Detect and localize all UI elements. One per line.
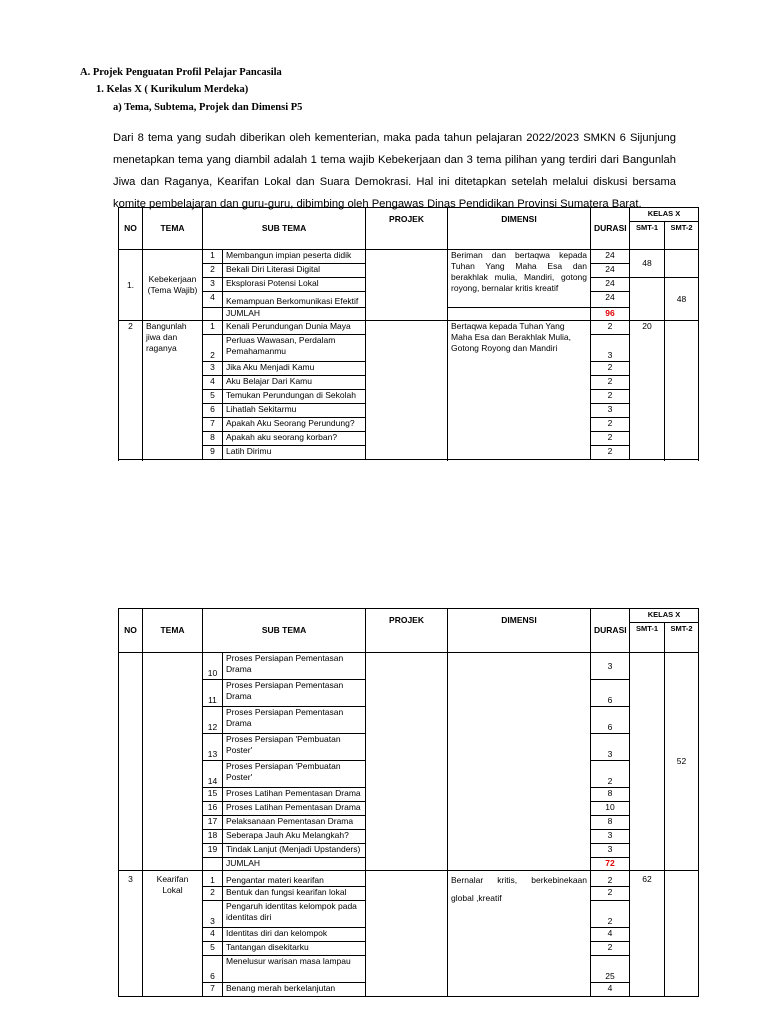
header-dimensi: DIMENSI bbox=[448, 208, 591, 250]
durasi: 2 bbox=[591, 418, 630, 432]
header-tema: TEMA bbox=[143, 208, 203, 250]
subtema-no: 10 bbox=[203, 653, 223, 680]
subtema-no: 15 bbox=[203, 788, 223, 802]
group1-smt1: 48 bbox=[630, 250, 665, 278]
projek-cell bbox=[366, 653, 448, 871]
durasi: 2 bbox=[591, 362, 630, 376]
empty-cell bbox=[665, 871, 699, 997]
empty-cell bbox=[630, 278, 665, 321]
subtema-name: Lihatlah Sekitarmu bbox=[223, 404, 366, 418]
subtema-name: Pengantar materi kearifan bbox=[223, 871, 366, 887]
durasi: 24 bbox=[591, 292, 630, 308]
empty-cell bbox=[119, 653, 143, 871]
durasi: 3 bbox=[591, 844, 630, 858]
durasi: 25 bbox=[591, 956, 630, 983]
header-smt2: SMT-2 bbox=[665, 222, 699, 250]
subtema-name: Benang merah berkelanjutan bbox=[223, 983, 366, 997]
projek-cell bbox=[366, 250, 448, 321]
durasi: 3 bbox=[591, 335, 630, 362]
empty-cell bbox=[203, 858, 223, 871]
durasi: 2 bbox=[591, 390, 630, 404]
subtema-no: 4 bbox=[203, 928, 223, 942]
subtema-name: Tantangan disekitarku bbox=[223, 942, 366, 956]
jumlah-label: JUMLAH bbox=[223, 858, 366, 871]
subtema-name: Identitas diri dan kelompok bbox=[223, 928, 366, 942]
subtema-name: Proses Latihan Pementasan Drama bbox=[223, 802, 366, 816]
subtema-name: Temukan Perundungan di Sekolah bbox=[223, 390, 366, 404]
subtema-name: Latih Dirimu bbox=[223, 446, 366, 460]
subtema-name: Bentuk dan fungsi kearifan lokal bbox=[223, 887, 366, 901]
subtema-no: 7 bbox=[203, 983, 223, 997]
durasi: 24 bbox=[591, 278, 630, 292]
jumlah-value: 96 bbox=[591, 308, 630, 321]
group1-dimensi: Beriman dan bertaqwa kepada Tuhan Yang Maha Esa dan berakhlak mulia, Mandiri, gotong royong, bernalar kritis kreatif bbox=[448, 250, 591, 308]
p5-table-2 bbox=[118, 608, 699, 997]
projek-cell bbox=[366, 871, 448, 997]
jumlah-label: JUMLAH bbox=[223, 308, 366, 321]
durasi: 6 bbox=[591, 680, 630, 707]
dimensi-cell bbox=[448, 653, 591, 871]
subtema-no: 4 bbox=[203, 376, 223, 390]
empty-cell bbox=[448, 308, 591, 321]
group2-smt1: 20 bbox=[630, 321, 665, 460]
subtema-name: Aku Belajar Dari Kamu bbox=[223, 376, 366, 390]
subtema-name: Jika Aku Menjadi Kamu bbox=[223, 362, 366, 376]
intro-paragraph: Dari 8 tema yang sudah diberikan oleh kementerian, maka pada tahun pelajaran 2022/2023 SMKN 6 Sijunjung menetapkan tema yang diambil adalah 1 tema wajib Kebekerjaan dan 3 tema pilihan yang terdiri dari Bangunlah Jiwa dan Raganya, Kearifan Lokal dan Suara Demokrasi. Hal ini ditetapkan setelah melalui diskusi bersama komite pembelajaran dan guru-guru, dibimbing oleh Pengawas Dinas Pendidikan Provinsi Sumatera Barat. bbox=[113, 132, 676, 210]
subtema-name: Menelusur warisan masa lampau bbox=[223, 956, 366, 983]
header-projek: PROJEK bbox=[366, 609, 448, 653]
subtema-name: Proses Persiapan Pementasan Drama bbox=[223, 653, 366, 680]
subtema-no: 2 bbox=[203, 887, 223, 901]
durasi: 24 bbox=[591, 250, 630, 264]
durasi: 8 bbox=[591, 788, 630, 802]
durasi: 3 bbox=[591, 830, 630, 844]
empty-cell bbox=[203, 308, 223, 321]
empty-cell bbox=[143, 653, 203, 871]
group1-tema: Kebekerjaan (Tema Wajib) bbox=[143, 250, 203, 321]
group2-dimensi: Bertaqwa kepada Tuhan Yang Maha Esa dan Berakhlak Mulia, Gotong Royong dan Mandiri bbox=[448, 321, 591, 460]
durasi: 4 bbox=[591, 983, 630, 997]
group2-smt2: 52 bbox=[665, 653, 699, 871]
group3-tema: Kearifan Lokal bbox=[143, 871, 203, 997]
durasi: 4 bbox=[591, 928, 630, 942]
subtema-name: Eksplorasi Potensi Lokal bbox=[223, 278, 366, 292]
p5-table-1 bbox=[118, 207, 699, 460]
durasi: 24 bbox=[591, 264, 630, 278]
jumlah-value: 72 bbox=[591, 858, 630, 871]
subtema-no: 19 bbox=[203, 844, 223, 858]
subtema-no: 17 bbox=[203, 816, 223, 830]
header-dimensi: DIMENSI bbox=[448, 609, 591, 653]
durasi: 2 bbox=[591, 942, 630, 956]
subtema-no: 8 bbox=[203, 432, 223, 446]
subtema-name: Apakah Aku Seorang Perundung? bbox=[223, 418, 366, 432]
header-subtema: SUB TEMA bbox=[203, 208, 366, 250]
durasi: 2 bbox=[591, 376, 630, 390]
group2-no: 2 bbox=[119, 321, 143, 460]
subtema-no: 1 bbox=[203, 250, 223, 264]
subtema-no: 5 bbox=[203, 942, 223, 956]
subtema-name: Proses Persiapan Pementasan Drama bbox=[223, 680, 366, 707]
durasi: 8 bbox=[591, 816, 630, 830]
subtema-no: 2 bbox=[203, 335, 223, 362]
subtema-no: 11 bbox=[203, 680, 223, 707]
subtema-name: Proses Latihan Pementasan Drama bbox=[223, 788, 366, 802]
subtema-no: 9 bbox=[203, 446, 223, 460]
subtema-no: 18 bbox=[203, 830, 223, 844]
subtema-no: 16 bbox=[203, 802, 223, 816]
subtema-name: Tindak Lanjut (Menjadi Upstanders) bbox=[223, 844, 366, 858]
header-smt1: SMT-1 bbox=[630, 222, 665, 250]
subtema-name: Proses Persiapan 'Pembuatan Poster' bbox=[223, 734, 366, 761]
subtema-name: Seberapa Jauh Aku Melangkah? bbox=[223, 830, 366, 844]
durasi: 2 bbox=[591, 321, 630, 335]
durasi: 3 bbox=[591, 653, 630, 680]
projek-cell bbox=[366, 321, 448, 460]
header-kelas: KELAS X bbox=[630, 609, 699, 623]
durasi: 2 bbox=[591, 446, 630, 460]
subtema-no: 3 bbox=[203, 901, 223, 928]
header-tema: TEMA bbox=[143, 609, 203, 653]
group3-smt1: 62 bbox=[630, 871, 665, 997]
subtema-name: Membangun impian peserta didik bbox=[223, 250, 366, 264]
durasi: 6 bbox=[591, 707, 630, 734]
header-projek: PROJEK bbox=[366, 208, 448, 250]
durasi: 2 bbox=[591, 761, 630, 788]
group2-tema: Bangunlah jiwa dan raganya bbox=[143, 321, 203, 460]
group3-dimensi: Bernalar kritis, berkebinekaan global ,kreatif bbox=[448, 871, 591, 997]
subtema-name: Apakah aku seorang korban? bbox=[223, 432, 366, 446]
subtema-no: 3 bbox=[203, 362, 223, 376]
empty-cell bbox=[665, 321, 699, 460]
durasi: 2 bbox=[591, 901, 630, 928]
subsection-heading: a) Tema, Subtema, Projek dan Dimensi P5 bbox=[113, 102, 303, 113]
subtema-name: Perluas Wawasan, Perdalam Pemahamanmu bbox=[223, 335, 366, 362]
group1-smt2: 48 bbox=[665, 278, 699, 321]
durasi: 10 bbox=[591, 802, 630, 816]
group1-no: 1. bbox=[119, 250, 143, 321]
subtema-no: 13 bbox=[203, 734, 223, 761]
header-durasi: DURASI bbox=[591, 609, 630, 653]
class-heading: 1. Kelas X ( Kurikulum Merdeka) bbox=[96, 84, 249, 95]
header-durasi: DURASI bbox=[591, 208, 630, 250]
subtema-name: Kenali Perundungan Dunia Maya bbox=[223, 321, 366, 335]
subtema-no: 6 bbox=[203, 404, 223, 418]
subtema-name: Pengaruh identitas kelompok pada identitas diri bbox=[223, 901, 366, 928]
subtema-name: Bekali Diri Literasi Digital bbox=[223, 264, 366, 278]
subtema-name: Kemampuan Berkomunikasi Efektif bbox=[223, 292, 366, 308]
header-no: NO bbox=[119, 609, 143, 653]
subtema-name: Proses Persiapan 'Pembuatan Poster' bbox=[223, 761, 366, 788]
subtema-name: Proses Persiapan Pementasan Drama bbox=[223, 707, 366, 734]
durasi: 2 bbox=[591, 871, 630, 887]
subtema-no: 12 bbox=[203, 707, 223, 734]
section-heading: A. Projek Penguatan Profil Pelajar Pancasila bbox=[80, 67, 282, 78]
subtema-no: 2 bbox=[203, 264, 223, 278]
header-kelas: KELAS X bbox=[630, 208, 699, 222]
durasi: 3 bbox=[591, 404, 630, 418]
subtema-name: Pelaksanaan Pementasan Drama bbox=[223, 816, 366, 830]
header-subtema: SUB TEMA bbox=[203, 609, 366, 653]
empty-cell bbox=[630, 653, 665, 871]
subtema-no: 3 bbox=[203, 278, 223, 292]
group3-no: 3 bbox=[119, 871, 143, 997]
header-no: NO bbox=[119, 208, 143, 250]
subtema-no: 6 bbox=[203, 956, 223, 983]
subtema-no: 4 bbox=[203, 292, 223, 308]
subtema-no: 7 bbox=[203, 418, 223, 432]
header-smt1: SMT-1 bbox=[630, 623, 665, 653]
header-smt2: SMT-2 bbox=[665, 623, 699, 653]
subtema-no: 14 bbox=[203, 761, 223, 788]
durasi: 2 bbox=[591, 887, 630, 901]
subtema-no: 1 bbox=[203, 321, 223, 335]
durasi: 2 bbox=[591, 432, 630, 446]
durasi: 3 bbox=[591, 734, 630, 761]
empty-cell bbox=[665, 250, 699, 278]
subtema-no: 1 bbox=[203, 871, 223, 887]
subtema-no: 5 bbox=[203, 390, 223, 404]
